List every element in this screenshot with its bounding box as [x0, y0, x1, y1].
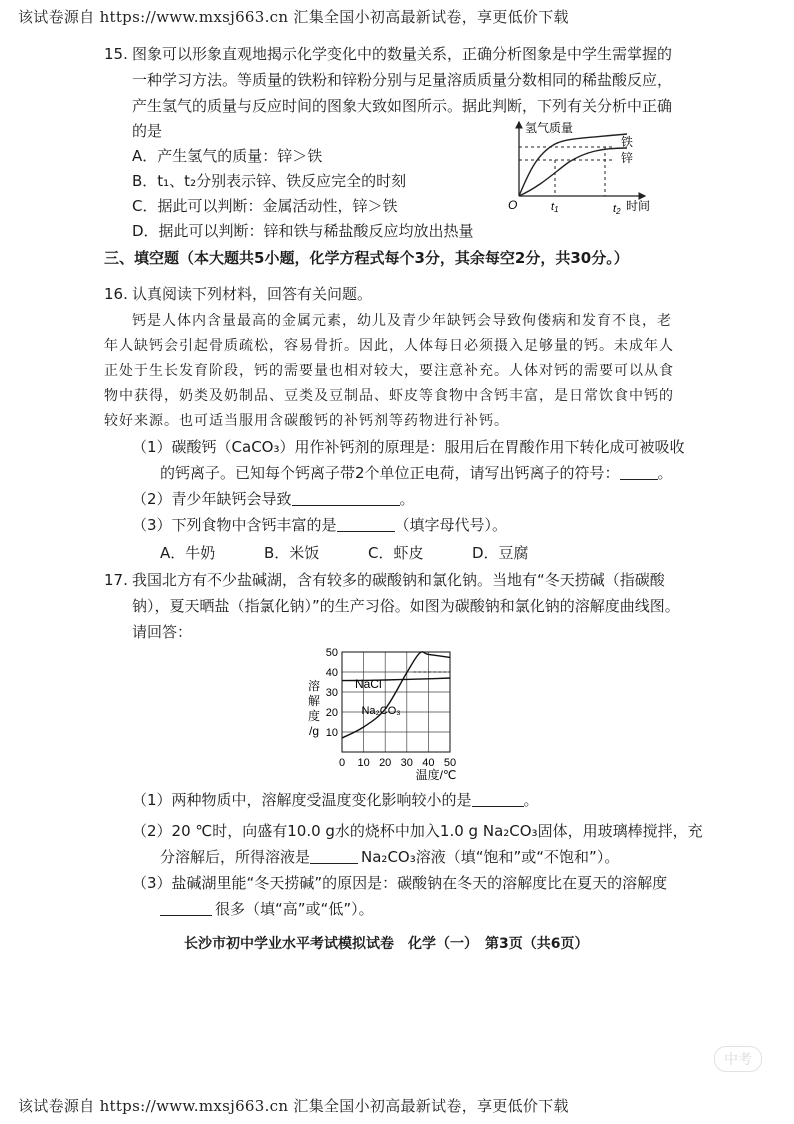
q16-sub1-line-1: （1）碳酸钙（CaCO₃）用作补钙剂的原理是：服用后在胃酸作用下转化成可被吸收: [132, 438, 685, 456]
q16-sub1-line-2: 的钙离子。已知每个钙离子带2个单位正电荷，请写出钙离子的符号： 。: [160, 464, 673, 482]
q15-option-b: B．t₁、t₂分别表示锌、铁反应完全的时刻: [132, 172, 407, 190]
series-label-nacl: NaCl: [354, 677, 382, 691]
x-tick-label-40: 40: [422, 757, 435, 769]
q16-stem: 16. 认真阅读下列材料，回答有关问题。: [104, 285, 373, 303]
q16-material-line-2: 年人缺钙会引起骨质疏松，容易骨折。因此，人体每日必须摄入足够量的钙。未成年人: [104, 338, 674, 354]
x-tick-label-50: 50: [443, 757, 457, 769]
q15-x-label: 时间: [626, 199, 651, 213]
x-tick-label-30: 30: [400, 757, 413, 769]
y-tick-label-40: 40: [325, 667, 338, 679]
x-tick-label-10: 10: [357, 757, 370, 769]
x-tick-label-20: 20: [379, 757, 392, 769]
q17-sub1: （1）两种物质中，溶解度受温度变化影响较小的是 。: [132, 791, 539, 809]
solubility-chart: [300, 638, 480, 784]
solubility-frame: [342, 652, 450, 752]
solubility-grid: [342, 652, 450, 752]
page-footer: 长沙市初中学业水平考试模拟试卷 化学（一） 第3页（共6页）: [184, 936, 589, 952]
y-tick-label-10: 10: [325, 727, 338, 739]
q16-sub3-options: [160, 542, 576, 564]
q15-stem-line-4: 的是: [132, 122, 163, 140]
source-banner-bottom: 该试卷源自 https://www.mxsj663.cn 汇集全国小初高最新试卷，享更低价下载: [18, 1097, 569, 1115]
q17-sub2-answer-blank[interactable]: [310, 847, 358, 864]
q17-stem-line-1: 17. 我国北方有不少盐碱湖，含有较多的碳酸钠和氯化钠。当地有“冬天捞碱（指碳酸: [104, 571, 665, 589]
source-banner-top: 该试卷源自 https://www.mxsj663.cn 汇集全国小初高最新试卷，享更低价下载: [18, 8, 569, 26]
series-line-na2co3: [342, 652, 450, 738]
q16-sub3: （3）下列食物中含钙丰富的是 （填字母代号）。: [132, 516, 508, 534]
q17-stem-line-3: 请回答：: [132, 623, 193, 641]
series-label-na2co3: Na₂CO₃: [361, 705, 401, 717]
q17-sub3-line-1: （3）盐碱湖里能“冬天捞碱”的原因是：碳酸钠在冬天的溶解度比在夏天的溶解度: [132, 874, 668, 892]
q15-t1-label: t1: [551, 201, 559, 214]
solubility-series: [342, 652, 450, 738]
q15-t2-label: t2: [613, 203, 621, 216]
q16-sub2: （2）青少年缺钙会导致 。: [132, 490, 415, 508]
q17-stem-line-2: 钠），夏天晒盐（指氯化钠）”的生产习俗。如图为碳酸钠和氯化钠的溶解度曲线图。: [132, 597, 680, 615]
y-tick-label-30: 30: [325, 687, 338, 699]
q17-sub3-answer-blank[interactable]: [160, 899, 212, 916]
q15-zinc-label: 锌: [621, 151, 634, 165]
y-axis-label-char-0: 溶: [307, 679, 321, 693]
q16-material-line-4: 物中获得，奶类及奶制品、豆类及豆制品、虾皮等食物中含钙丰富，是日常饮食中钙的: [104, 388, 674, 404]
y-axis-label-char-1: 解: [307, 694, 321, 708]
q16-option-b: B．米饭: [264, 544, 320, 562]
q15-stem-line-1: 15. 图象可以形象直观地揭示化学变化中的数量关系，正确分析图象是中学生需掌握的: [104, 45, 673, 63]
q15-stem-line-3: 产生氢气的质量与反应时间的图象大致如图所示。据此判断，下列有关分析中正确: [132, 97, 673, 115]
q16-option-a: A．牛奶: [160, 544, 216, 562]
app-watermark: 中考: [714, 1046, 762, 1072]
plot-frame: [342, 652, 450, 752]
q15-iron-label: 铁: [621, 135, 634, 149]
q16-option-d: D．豆腐: [472, 544, 529, 562]
x-tick-label-0: 0: [338, 757, 346, 769]
q16-material-line-3: 正处于生长发育阶段，钙的需要量也相对较大，要注意补充。人体对钙的需要可以从食: [104, 363, 674, 379]
q17-sub3-line-2: 很多（填“高”或“低”）。: [160, 898, 374, 920]
q16-sub1-answer-blank[interactable]: [620, 463, 658, 480]
q16-option-c: C．虾皮: [368, 544, 424, 562]
section-three-title: 三、填空题（本大题共5小题，化学方程式每个3分，其余每空2分，共30分。）: [104, 249, 629, 267]
y-axis-label-char-3: /g: [308, 724, 320, 738]
q15-option-c: C．据此可以判断：金属活动性，锌＞铁: [132, 197, 398, 215]
q15-stem-line-2: 一种学习方法。等质量的铁粉和锌粉分别与足量溶质质量分数相同的稀盐酸反应，: [132, 71, 673, 89]
y-tick-label-20: 20: [325, 707, 338, 719]
q17-number: 17.: [104, 571, 128, 589]
q15-option-a: A．产生氢气的质量：锌＞铁: [132, 147, 323, 165]
q17-sub2-line-1: （2）20 ℃时，向盛有10.0 g水的烧杯中加入1.0 g Na₂CO₃固体，用玻璃棒搅拌，充: [132, 822, 703, 840]
q15-number: 15.: [104, 45, 128, 63]
q16-material-line-5: 较好来源。也可适当服用含碳酸钙的补钙剂等药物进行补钙。: [104, 413, 509, 429]
q15-curve-lower: [519, 148, 627, 196]
x-axis-label: 温度/℃: [415, 768, 457, 782]
q17-sub2-line-2: 分溶解后，所得溶液是 Na₂CO₃溶液（填“饱和”或“不饱和”）。: [160, 848, 620, 866]
q17-sub1-answer-blank[interactable]: [472, 790, 524, 807]
q15-option-d: D．据此可以判断：锌和铁与稀盐酸反应均放出热量: [132, 222, 474, 240]
y-axis-label-char-2: 度: [307, 709, 321, 723]
q16-material-line-1: 钙是人体内含量最高的金属元素，幼儿及青少年缺钙会导致佝偻病和发育不良，老: [132, 313, 672, 329]
q15-y-label: 氢气质量: [525, 121, 574, 135]
q16-sub2-answer-blank[interactable]: [292, 489, 400, 506]
q16-number: 16.: [104, 285, 128, 303]
q16-sub3-answer-blank[interactable]: [337, 515, 395, 532]
q15-origin-label: O: [508, 198, 518, 212]
q15-hydrogen-graph: [505, 112, 655, 220]
y-tick-label-50: 50: [325, 647, 338, 659]
